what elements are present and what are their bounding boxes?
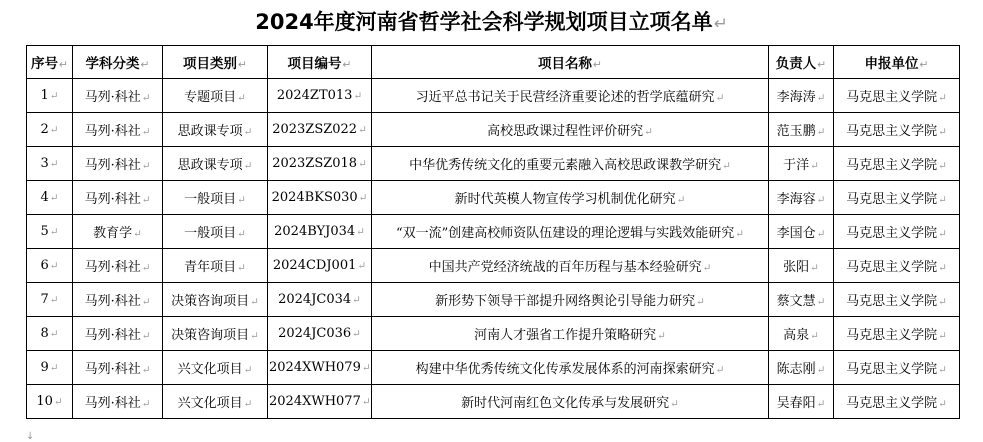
cell-mark-icon: ↵ bbox=[237, 194, 246, 206]
cell-mark-icon: ↵ bbox=[49, 226, 59, 238]
cell-index: 9↵ bbox=[27, 351, 73, 385]
table-row bbox=[27, 113, 960, 147]
cell-mark-icon: ↵ bbox=[715, 92, 725, 104]
cell-mark-icon: ↵ bbox=[49, 328, 59, 340]
cell-mark-icon: ↵ bbox=[243, 160, 253, 172]
cell-applicant-unit: 马克思主义学院↵ bbox=[834, 283, 960, 317]
cell-mark-icon: ↵ bbox=[141, 398, 151, 410]
cell-mark-icon: ↵ bbox=[352, 294, 361, 306]
cell-mark-icon: ↵ bbox=[810, 160, 819, 172]
cell-index: 6↵ bbox=[27, 249, 73, 283]
cell-mark-icon: ↵ bbox=[816, 126, 826, 138]
cell-discipline: 马列·科社↵ bbox=[73, 113, 163, 147]
cell-applicant-unit: 马克思主义学院↵ bbox=[834, 79, 960, 113]
cell-project-number: 2024JC034↵ bbox=[268, 283, 372, 317]
cell-mark-icon: ↵ bbox=[250, 330, 259, 342]
cell-mark-icon: ↵ bbox=[735, 228, 744, 240]
cell-project-number: 2024BYJ034↵ bbox=[268, 215, 372, 249]
cell-project-type: 思政课专项↵ bbox=[163, 147, 268, 181]
cell-mark-icon: ↵ bbox=[358, 192, 368, 204]
table-row bbox=[27, 317, 960, 351]
header-project-name: 项目名称↵ bbox=[372, 46, 769, 79]
cell-principal: 蔡文慧↵ bbox=[769, 283, 834, 317]
table-row bbox=[27, 283, 960, 317]
cell-mark-icon: ↵ bbox=[817, 58, 827, 71]
cell-applicant-unit: 马克思主义学院↵ bbox=[834, 215, 960, 249]
cell-mark-icon: ↵ bbox=[243, 398, 253, 410]
cell-discipline: 马列·科社↵ bbox=[73, 317, 163, 351]
cell-mark-icon: ↵ bbox=[49, 260, 59, 272]
cell-discipline: 马列·科社↵ bbox=[73, 79, 163, 113]
header-index: 序号↵ bbox=[27, 46, 73, 79]
header-project-type: 项目类别↵ bbox=[163, 46, 268, 79]
cell-mark-icon: ↵ bbox=[353, 90, 363, 102]
table-row bbox=[27, 79, 960, 113]
cell-mark-icon: ↵ bbox=[919, 58, 929, 71]
cell-mark-icon: ↵ bbox=[696, 296, 705, 308]
cell-project-name: 新时代英模人物宣传学习机制优化研究↵ bbox=[372, 181, 769, 215]
cell-project-name: 新形势下领导干部提升网络舆论引导能力研究↵ bbox=[372, 283, 769, 317]
cell-applicant-unit: 马克思主义学院↵ bbox=[834, 181, 960, 215]
cell-mark-icon: ↵ bbox=[938, 262, 947, 274]
cell-index: 4↵ bbox=[27, 181, 73, 215]
cell-mark-icon: ↵ bbox=[141, 330, 151, 342]
cell-mark-icon: ↵ bbox=[816, 228, 826, 240]
cell-project-name: 中国共产党经济统战的百年历程与基本经验研究↵ bbox=[372, 249, 769, 283]
cell-mark-icon: ↵ bbox=[237, 262, 246, 274]
cell-mark-icon: ↵ bbox=[938, 296, 947, 308]
cell-mark-icon: ↵ bbox=[938, 160, 947, 172]
cell-principal: 李国仓↵ bbox=[769, 215, 834, 249]
paragraph-mark-icon: ↵ bbox=[713, 13, 728, 33]
cell-mark-icon: ↵ bbox=[715, 364, 725, 376]
cell-mark-icon: ↵ bbox=[237, 58, 248, 71]
cell-mark-icon: ↵ bbox=[810, 262, 819, 274]
cell-project-name: 习近平总书记关于民营经济重要论述的哲学底蕴研究↵ bbox=[372, 79, 769, 113]
cell-applicant-unit: 马克思主义学院↵ bbox=[834, 385, 960, 419]
cell-index: 8↵ bbox=[27, 317, 73, 351]
cell-mark-icon: ↵ bbox=[49, 158, 59, 170]
cell-project-number: 2023ZSZ022↵ bbox=[268, 113, 372, 147]
cell-mark-icon: ↵ bbox=[357, 260, 367, 272]
cell-index: 3↵ bbox=[27, 147, 73, 181]
cell-mark-icon: ↵ bbox=[816, 194, 826, 206]
cell-mark-icon: ↵ bbox=[356, 226, 365, 238]
cell-applicant-unit: 马克思主义学院↵ bbox=[834, 351, 960, 385]
cell-principal: 吴春阳↵ bbox=[769, 385, 834, 419]
cell-mark-icon: ↵ bbox=[938, 92, 947, 104]
cell-discipline: 马列·科社↵ bbox=[73, 385, 163, 419]
cell-project-type: 决策咨询项目↵ bbox=[163, 283, 268, 317]
cell-mark-icon: ↵ bbox=[816, 296, 826, 308]
cell-mark-icon: ↵ bbox=[816, 364, 826, 376]
cell-index: 7↵ bbox=[27, 283, 73, 317]
cell-project-number: 2023ZSZ018↵ bbox=[268, 147, 372, 181]
cell-mark-icon: ↵ bbox=[141, 296, 151, 308]
cell-mark-icon: ↵ bbox=[702, 262, 712, 274]
cell-project-number: 2024CDJ001↵ bbox=[268, 249, 372, 283]
cell-mark-icon: ↵ bbox=[243, 364, 253, 376]
cell-project-type: 一般项目↵ bbox=[163, 215, 268, 249]
cell-principal: 高泉↵ bbox=[769, 317, 834, 351]
cell-mark-icon: ↵ bbox=[938, 194, 947, 206]
cell-mark-icon: ↵ bbox=[141, 92, 151, 104]
cell-discipline: 马列·科社↵ bbox=[73, 351, 163, 385]
cell-mark-icon: ↵ bbox=[938, 126, 947, 138]
cell-mark-icon: ↵ bbox=[938, 228, 947, 240]
document-title-text: 2024年度河南省哲学社会科学规划项目立项名单 bbox=[255, 10, 713, 34]
cell-mark-icon: ↵ bbox=[352, 328, 361, 340]
cell-mark-icon: ↵ bbox=[141, 364, 151, 376]
cell-project-name: 新时代河南红色文化传承与发展研究↵ bbox=[372, 385, 769, 419]
cell-mark-icon: ↵ bbox=[243, 126, 253, 138]
cell-project-type: 思政课专项↵ bbox=[163, 113, 268, 147]
project-table bbox=[26, 45, 960, 419]
project-table-container bbox=[26, 45, 960, 419]
table-body bbox=[27, 79, 960, 419]
cell-mark-icon: ↵ bbox=[676, 194, 686, 206]
cell-index: 1↵ bbox=[27, 79, 73, 113]
cell-project-type: 决策咨询项目↵ bbox=[163, 317, 268, 351]
table-row bbox=[27, 147, 960, 181]
cell-mark-icon: ↵ bbox=[358, 124, 367, 136]
cell-mark-icon: ↵ bbox=[141, 160, 151, 172]
cell-mark-icon: ↵ bbox=[810, 330, 819, 342]
cell-project-type: 青年项目↵ bbox=[163, 249, 268, 283]
cell-mark-icon: ↵ bbox=[141, 126, 151, 138]
cell-discipline: 马列·科社↵ bbox=[73, 249, 163, 283]
cell-mark-icon: ↵ bbox=[49, 294, 59, 306]
cell-mark-icon: ↵ bbox=[358, 158, 367, 170]
cell-project-number: 2024XWH077↵ bbox=[268, 385, 372, 419]
table-row bbox=[27, 351, 960, 385]
cell-index: 5↵ bbox=[27, 215, 73, 249]
cell-mark-icon: ↵ bbox=[237, 92, 246, 104]
cell-principal: 张阳↵ bbox=[769, 249, 834, 283]
cell-index: 2↵ bbox=[27, 113, 73, 147]
cell-mark-icon: ↵ bbox=[141, 262, 151, 274]
cell-principal: 于洋↵ bbox=[769, 147, 834, 181]
cell-mark-icon: ↵ bbox=[49, 90, 59, 102]
page-end-marker: ↓ bbox=[26, 431, 35, 442]
header-principal: 负责人↵ bbox=[769, 46, 834, 79]
cell-mark-icon: ↵ bbox=[140, 58, 150, 71]
cell-mark-icon: ↵ bbox=[133, 228, 142, 240]
cell-mark-icon: ↵ bbox=[141, 194, 151, 206]
cell-project-number: 2024JC036↵ bbox=[268, 317, 372, 351]
table-header-row bbox=[27, 46, 960, 79]
table-row bbox=[27, 215, 960, 249]
cell-index: 10↵ bbox=[27, 385, 73, 419]
cell-mark-icon: ↵ bbox=[670, 398, 679, 410]
cell-mark-icon: ↵ bbox=[592, 58, 603, 71]
cell-project-name: 高校思政课过程性评价研究↵ bbox=[372, 113, 769, 147]
document-title bbox=[0, 8, 983, 37]
cell-mark-icon: ↵ bbox=[816, 398, 826, 410]
cell-project-type: 兴文化项目↵ bbox=[163, 351, 268, 385]
cell-project-name: 构建中华优秀传统文化传承发展体系的河南探索研究↵ bbox=[372, 351, 769, 385]
cell-mark-icon: ↵ bbox=[938, 364, 947, 376]
cell-project-name: 中华优秀传统文化的重要元素融入高校思政课教学研究↵ bbox=[372, 147, 769, 181]
cell-project-number: 2024BKS030↵ bbox=[268, 181, 372, 215]
cell-discipline: 马列·科社↵ bbox=[73, 283, 163, 317]
cell-mark-icon: ↵ bbox=[53, 396, 63, 408]
cell-mark-icon: ↵ bbox=[938, 330, 947, 342]
cell-principal: 范玉鹏↵ bbox=[769, 113, 834, 147]
cell-project-type: 一般项目↵ bbox=[163, 181, 268, 215]
header-applicant-unit: 申报单位↵ bbox=[834, 46, 960, 79]
cell-applicant-unit: 马克思主义学院↵ bbox=[834, 249, 960, 283]
cell-mark-icon: ↵ bbox=[644, 126, 653, 138]
header-discipline: 学科分类↵ bbox=[73, 46, 163, 79]
cell-mark-icon: ↵ bbox=[49, 362, 59, 374]
cell-applicant-unit: 马克思主义学院↵ bbox=[834, 317, 960, 351]
cell-mark-icon: ↵ bbox=[237, 228, 246, 240]
cell-applicant-unit: 马克思主义学院↵ bbox=[834, 113, 960, 147]
cell-mark-icon: ↵ bbox=[722, 160, 731, 172]
cell-principal: 陈志刚↵ bbox=[769, 351, 834, 385]
cell-mark-icon: ↵ bbox=[361, 362, 371, 374]
cell-principal: 李海容↵ bbox=[769, 181, 834, 215]
cell-project-type: 兴文化项目↵ bbox=[163, 385, 268, 419]
cell-project-number: 2024ZT013↵ bbox=[268, 79, 372, 113]
cell-mark-icon: ↵ bbox=[816, 92, 826, 104]
cell-project-type: 专题项目↵ bbox=[163, 79, 268, 113]
cell-mark-icon: ↵ bbox=[49, 124, 59, 136]
table-row bbox=[27, 181, 960, 215]
cell-mark-icon: ↵ bbox=[342, 58, 352, 71]
cell-mark-icon: ↵ bbox=[250, 296, 259, 308]
cell-discipline: 马列·科社↵ bbox=[73, 147, 163, 181]
cell-mark-icon: ↵ bbox=[938, 398, 947, 410]
cell-project-number: 2024XWH079↵ bbox=[268, 351, 372, 385]
cell-applicant-unit: 马克思主义学院↵ bbox=[834, 147, 960, 181]
cell-discipline: 教育学↵ bbox=[73, 215, 163, 249]
cell-mark-icon: ↵ bbox=[361, 396, 371, 408]
cell-mark-icon: ↵ bbox=[58, 58, 69, 71]
cell-project-name: “双一流”创建高校师资队伍建设的理论逻辑与实践效能研究↵ bbox=[372, 215, 769, 249]
cell-discipline: 马列·科社↵ bbox=[73, 181, 163, 215]
cell-project-name: 河南人才强省工作提升策略研究↵ bbox=[372, 317, 769, 351]
table-row bbox=[27, 385, 960, 419]
cell-principal: 李海涛↵ bbox=[769, 79, 834, 113]
cell-mark-icon: ↵ bbox=[49, 192, 59, 204]
header-project-number: 项目编号↵ bbox=[268, 46, 372, 79]
cell-mark-icon: ↵ bbox=[657, 330, 666, 342]
table-row bbox=[27, 249, 960, 283]
